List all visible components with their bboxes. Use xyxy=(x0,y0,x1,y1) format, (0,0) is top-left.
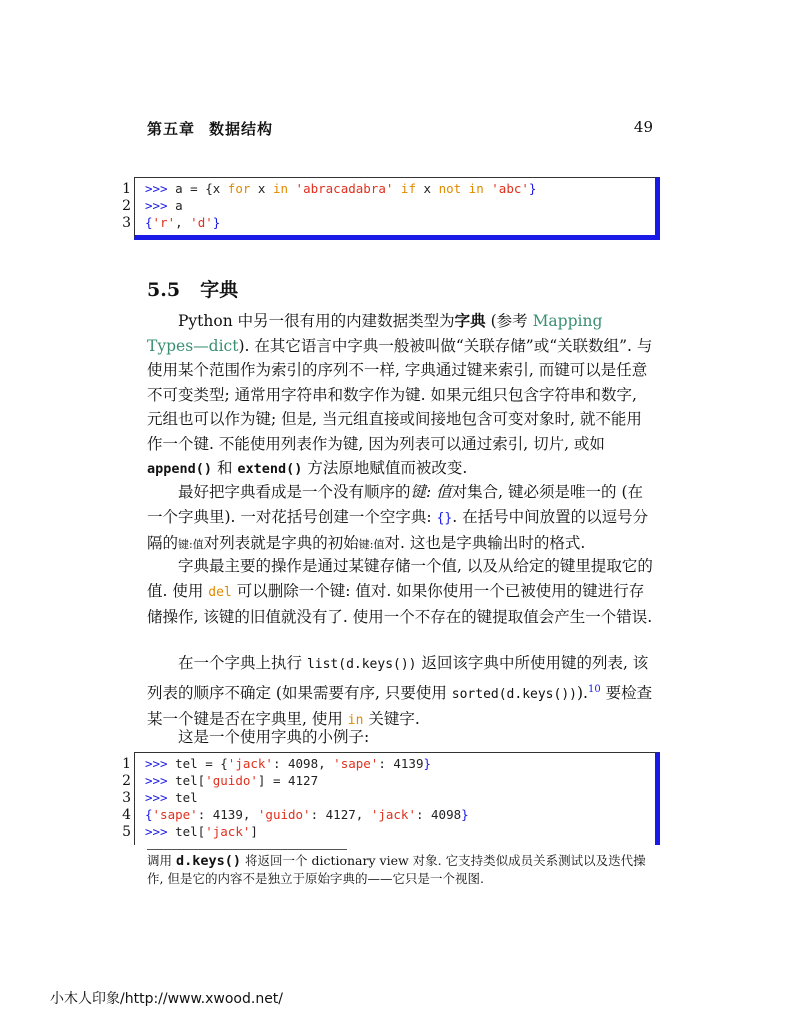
code-token: : 4139, xyxy=(197,807,258,822)
code-token: 'sape' xyxy=(333,756,379,771)
code-token: 'guido' xyxy=(205,773,258,788)
paragraphs.p1-run: 字典 xyxy=(454,311,486,330)
footnote-run: 将返回一个 dictionary view 对象. 它支持类似成员关系测试以及迭代操作, 但是它的内容不是独立于原始字典的——它只是一个视图. xyxy=(147,853,646,886)
paragraphs.p2-run: {} xyxy=(436,510,453,526)
code-line xyxy=(145,198,183,215)
code-token: tel[ xyxy=(167,773,206,788)
paragraphs.p2-run: 键: 值 xyxy=(410,483,452,501)
paragraphs.p3-run: 字典最主要的操作是通过某键存储一个值, 以及从给定的键里提取它的值. 使用 xyxy=(147,557,653,600)
paragraphs.p2-run: 最好把字典看成是一个没有顺序的 xyxy=(178,483,411,501)
paragraphs.p2-run: 对列表就是字典的初始 xyxy=(203,534,359,552)
code-token: } xyxy=(423,756,432,771)
code-token: >>> xyxy=(145,198,168,213)
code-token: >>> xyxy=(145,824,168,839)
code-token: 'r' xyxy=(152,215,176,230)
paragraph-key-value xyxy=(147,480,653,558)
code-token: , xyxy=(175,215,191,230)
paragraphs.p4-run: 返回该字典中所使用键的列表, 该列表的顺序不确定 (如果需要有序, 只要使用 xyxy=(147,654,649,702)
code-token: ] xyxy=(250,824,258,839)
code-token: for xyxy=(227,181,251,196)
code-token: tel xyxy=(167,790,198,805)
paragraphs.p4-run: list(d.keys()) xyxy=(306,657,417,672)
paragraphs.p4-run: 关键字. xyxy=(363,710,420,729)
paragraphs.p1-run: 和 xyxy=(212,459,238,477)
code-line-number: 3 xyxy=(122,215,131,231)
code-token: : 4127, xyxy=(310,807,371,822)
code-line-number: 4 xyxy=(122,807,131,823)
chapter-title: 数据结构 xyxy=(209,120,274,138)
chapter-heading xyxy=(147,118,273,139)
code-token: x xyxy=(415,181,439,196)
code-line xyxy=(145,181,536,198)
code-line-number: 2 xyxy=(122,198,131,214)
code-token: 'jack' xyxy=(227,756,273,771)
code-listing-dict-example xyxy=(122,752,660,845)
paragraphs.p2-run: 键:值 xyxy=(358,538,385,551)
code-token: { xyxy=(145,215,153,230)
section-title: 字典 xyxy=(200,279,239,301)
code-token: in xyxy=(272,181,289,196)
code-token: 'abc' xyxy=(491,181,529,196)
code-token: >>> xyxy=(145,790,168,805)
section-heading xyxy=(147,275,238,302)
watermark-footer: 小木人印象/http://www.xwood.net/ xyxy=(50,991,284,1007)
paragraphs.p1-run: ). 在其它语言中字典一般被叫做“关联存储”或“关联数组”. 与使用某个范围作为索引的序列不一样, 字典通过键来索引, 而键可以是任意不可变类型; 通常用字符串和数字作为键. 如果元组只包含字符串和数字, 元组也可以作为键; 但是, 当元组直接或间接地包含可变对象时, 就不能用作一个键. 不能使用列表作为键, 因为列表可以通过索引, 切片, 或如 xyxy=(147,336,653,453)
code-token: } xyxy=(212,215,221,230)
code-line-number: 3 xyxy=(122,790,131,806)
footnote-run: 调用 xyxy=(147,853,176,868)
code-token: } xyxy=(528,181,537,196)
paragraphs.p3-run: 可以删除一个键: 值对. 如果你使用一个已被使用的键进行存储操作, 该键的旧值就没有了. 使用一个不存在的键提取值会产生一个错误. xyxy=(147,581,653,626)
code-line xyxy=(145,215,220,232)
code-line xyxy=(145,756,431,773)
paragraphs.p2-run: 对. 这也是字典输出时的格式. xyxy=(384,534,586,552)
page-header xyxy=(147,118,653,138)
code-token: 'jack' xyxy=(205,824,251,839)
code-token: : 4098, xyxy=(272,756,334,771)
section-number: 5.5 xyxy=(147,279,181,301)
code-token: if xyxy=(400,181,416,196)
code-token: >>> xyxy=(145,773,168,788)
paragraphs.p4-run: 在一个字典上执行 xyxy=(178,654,307,672)
paragraph-operations xyxy=(147,554,653,630)
paragraphs.p2-run: . 在括号中间放置的以逗号分隔的 xyxy=(147,507,649,552)
paragraphs.p4-run: sorted(d.keys()) xyxy=(451,686,577,702)
code-token: x xyxy=(250,181,273,196)
code-line-number: 1 xyxy=(122,181,131,197)
code-line-number: 2 xyxy=(122,773,131,789)
code-token: } xyxy=(461,807,469,822)
code-line xyxy=(145,824,258,841)
paragraphs.p4-run: in xyxy=(347,713,364,729)
code-listing-set-comprehension xyxy=(122,177,660,240)
paragraphs.p3-run: del xyxy=(208,584,232,600)
paragraphs.p1-run: extend() xyxy=(237,461,303,477)
code-token xyxy=(393,181,401,196)
paragraph-intro xyxy=(147,309,653,482)
code-token: >>> xyxy=(145,181,168,196)
paragraph-keys xyxy=(147,651,653,734)
paragraphs.p1-run: append() xyxy=(147,461,213,477)
paragraphs.p5-run: 这是一个使用字典的小例子: xyxy=(178,728,370,746)
code-token: not xyxy=(438,181,462,196)
page-number: 49 xyxy=(633,118,653,136)
code-token xyxy=(461,181,469,196)
code-token: 'd' xyxy=(190,215,213,230)
code-token: a = {x xyxy=(167,181,228,196)
code-token: : 4098 xyxy=(415,807,462,822)
paragraphs.p1-run[interactable]: Mapping Types—dict xyxy=(147,312,603,355)
code-token: : 4139 xyxy=(378,756,424,771)
footnote xyxy=(147,852,657,888)
code-token: 'jack' xyxy=(370,807,416,822)
footnote-run: d.keys() xyxy=(175,853,242,869)
code-line xyxy=(145,790,198,807)
code-token: 'sape' xyxy=(152,807,198,822)
code-line-number: 1 xyxy=(122,756,131,772)
code-line xyxy=(145,807,469,824)
code-token: tel[ xyxy=(167,824,206,839)
paragraphs.p1-run: Python 中另一很有用的内建数据类型为 xyxy=(178,312,455,330)
paragraphs.p4-run: ). xyxy=(577,683,588,702)
code-token: tel = { xyxy=(167,756,228,771)
code-token: ] = 4127 xyxy=(257,773,319,788)
code-token xyxy=(288,181,296,196)
paragraphs.p1-run: (参考 xyxy=(485,312,533,330)
paragraphs.p4-run: 要检查某一个键是否在字典里, 使用 xyxy=(147,683,653,729)
paragraphs.p2-run: 键:值 xyxy=(178,538,204,551)
code-token: 'guido' xyxy=(257,807,311,822)
code-token: { xyxy=(145,807,153,822)
code-token: >>> xyxy=(145,756,168,771)
code-token: in xyxy=(468,181,484,196)
paragraphs.p4-run[interactable]: 10 xyxy=(587,683,601,695)
code-line xyxy=(145,773,318,790)
code-line-number: 5 xyxy=(122,824,131,840)
paragraphs.p1-run: 方法原地赋值而被改变. xyxy=(302,459,468,477)
code-token: 'abracadabra' xyxy=(295,181,394,196)
footnote-rule xyxy=(147,849,347,850)
chapter-label: 第五章 xyxy=(147,120,196,138)
paragraphs.p2-run: 对集合, 键必须是唯一的 (在一个字典里). 一对花括号创建一个空字典: xyxy=(147,483,644,526)
paragraph-example-intro xyxy=(147,725,653,750)
code-token: a xyxy=(167,198,183,213)
